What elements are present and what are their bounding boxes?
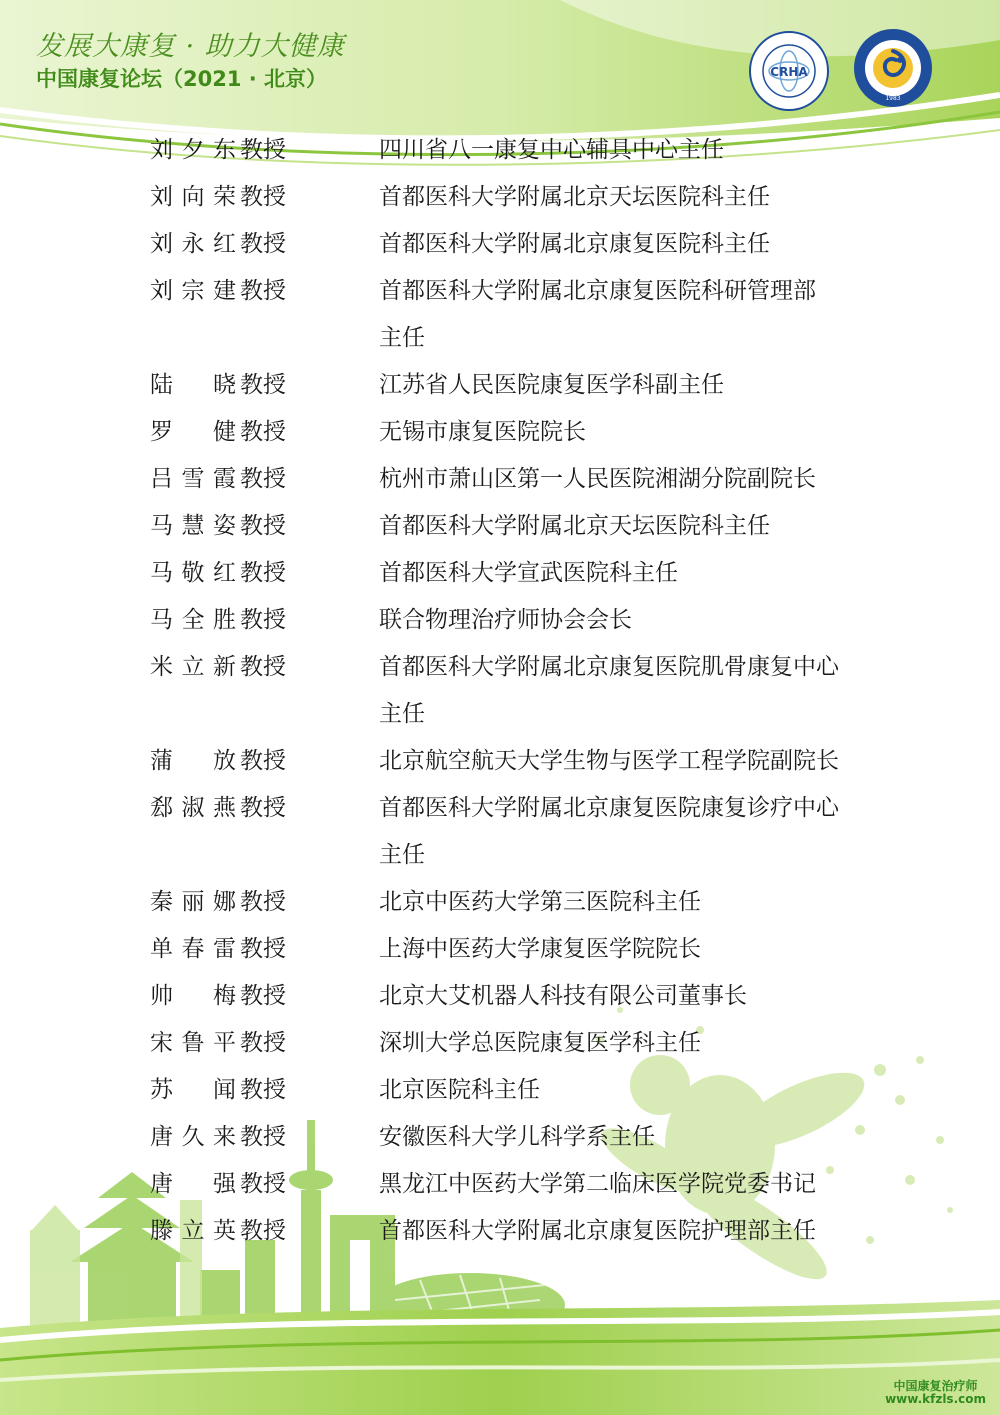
member-row (150, 550, 950, 597)
member-title: 教授 (240, 137, 286, 163)
watermark-url: www.kfzls.com (885, 1392, 986, 1406)
forum-title: 中国康复论坛（2021 · 北京） (36, 67, 328, 91)
member-institution-line: 北京医院科主任 (379, 1077, 540, 1103)
member-institution-line: 首都医科大学附属北京康复医院科主任 (379, 231, 770, 257)
member-title: 教授 (240, 184, 286, 210)
member-institution-line: 四川省八一康复中心辅具中心主任 (379, 137, 724, 163)
member-name: 苏闻 (150, 1077, 236, 1103)
member-row (150, 926, 950, 973)
member-institution-line: 主任 (379, 842, 425, 868)
member-institution-line: 首都医科大学附属北京天坛医院科主任 (379, 184, 770, 210)
member-row (150, 879, 950, 926)
member-name: 刘永红 (150, 231, 236, 257)
member-name: 陆晓 (150, 372, 236, 398)
member-name: 罗健 (150, 419, 236, 445)
watermark-site-name: 中国康复治疗师 (893, 1379, 978, 1393)
member-title: 教授 (240, 748, 286, 774)
member-row (150, 1208, 950, 1255)
member-institution-line: 北京大艾机器人科技有限公司董事长 (379, 983, 747, 1009)
svg-text:CRHA: CRHA (770, 65, 808, 79)
svg-text:1983: 1983 (885, 95, 901, 102)
member-name: 马敬红 (150, 560, 236, 586)
member-name: 蒲放 (150, 748, 236, 774)
member-institution-line: 无锡市康复医院院长 (379, 419, 586, 445)
member-title: 教授 (240, 795, 286, 821)
member-institution-line: 黑龙江中医药大学第二临床医学院党委书记 (379, 1171, 816, 1197)
member-title: 教授 (240, 278, 286, 304)
member-title: 教授 (240, 889, 286, 915)
member-name: 帅梅 (150, 983, 236, 1009)
member-title: 教授 (240, 1077, 286, 1103)
member-row (150, 503, 950, 550)
member-institution-line: 北京航空航天大学生物与医学工程学院副院长 (379, 748, 839, 774)
member-row (150, 174, 950, 221)
member-institution-line: 杭州市萧山区第一人民医院湘湖分院副院长 (379, 466, 816, 492)
member-name: 刘夕东 (150, 137, 236, 163)
member-institution-line: 首都医科大学附属北京康复医院肌骨康复中心 (379, 654, 839, 680)
member-institution-line: 主任 (379, 325, 425, 351)
member-title: 教授 (240, 1171, 286, 1197)
member-name: 唐强 (150, 1171, 236, 1197)
member-row (150, 456, 950, 503)
member-row (150, 1161, 950, 1208)
member-title: 教授 (240, 1124, 286, 1150)
member-institution-line: 首都医科大学宣武医院科主任 (379, 560, 678, 586)
member-row (150, 1020, 950, 1067)
member-name: 刘宗建 (150, 278, 236, 304)
member-institution-line: 联合物理治疗师协会会长 (379, 607, 632, 633)
cara-logo-icon (852, 27, 934, 109)
member-institution-line: 首都医科大学附属北京康复医院科研管理部 (379, 278, 816, 304)
slogan: 发展大康复 · 助力大健康 (36, 31, 345, 62)
member-row (150, 973, 950, 1020)
member-institution-line: 首都医科大学附属北京康复医院护理部主任 (379, 1218, 816, 1244)
member-title: 教授 (240, 231, 286, 257)
member-title: 教授 (240, 372, 286, 398)
member-title: 教授 (240, 1218, 286, 1244)
member-title: 教授 (240, 1030, 286, 1056)
member-institution-line: 北京中医药大学第三医院科主任 (379, 889, 701, 915)
member-name: 单春雷 (150, 936, 236, 962)
member-institution-line: 江苏省人民医院康复医学科副主任 (379, 372, 724, 398)
member-title: 教授 (240, 936, 286, 962)
member-row (150, 221, 950, 268)
member-row (150, 738, 950, 785)
member-row (150, 409, 950, 456)
member-institution-line: 深圳大学总医院康复医学科主任 (379, 1030, 701, 1056)
member-title: 教授 (240, 419, 286, 445)
member-row (150, 268, 950, 362)
member-institution-line: 上海中医药大学康复医学院院长 (379, 936, 701, 962)
member-row (150, 597, 950, 644)
member-list (150, 127, 950, 1255)
member-name: 滕立英 (150, 1218, 236, 1244)
member-institution-line: 首都医科大学附属北京康复医院康复诊疗中心 (379, 795, 839, 821)
member-title: 教授 (240, 654, 286, 680)
member-name: 宋鲁平 (150, 1030, 236, 1056)
member-row (150, 362, 950, 409)
member-name: 唐久来 (150, 1124, 236, 1150)
member-name: 刘向荣 (150, 184, 236, 210)
member-row (150, 644, 950, 738)
member-row (150, 1114, 950, 1161)
member-name: 郄淑燕 (150, 795, 236, 821)
member-title: 教授 (240, 513, 286, 539)
member-row (150, 1067, 950, 1114)
member-institution-line: 主任 (379, 701, 425, 727)
member-name: 马慧姿 (150, 513, 236, 539)
member-institution-line: 安徽医科大学儿科学系主任 (379, 1124, 655, 1150)
member-institution-line: 首都医科大学附属北京天坛医院科主任 (379, 513, 770, 539)
member-title: 教授 (240, 983, 286, 1009)
member-name: 吕雪霞 (150, 466, 236, 492)
member-row (150, 785, 950, 879)
member-title: 教授 (240, 466, 286, 492)
member-name: 马全胜 (150, 607, 236, 633)
crha-logo-icon (748, 30, 830, 112)
member-title: 教授 (240, 560, 286, 586)
watermark (885, 1380, 986, 1406)
member-row (150, 127, 950, 174)
member-title: 教授 (240, 607, 286, 633)
member-name: 米立新 (150, 654, 236, 680)
member-name: 秦丽娜 (150, 889, 236, 915)
